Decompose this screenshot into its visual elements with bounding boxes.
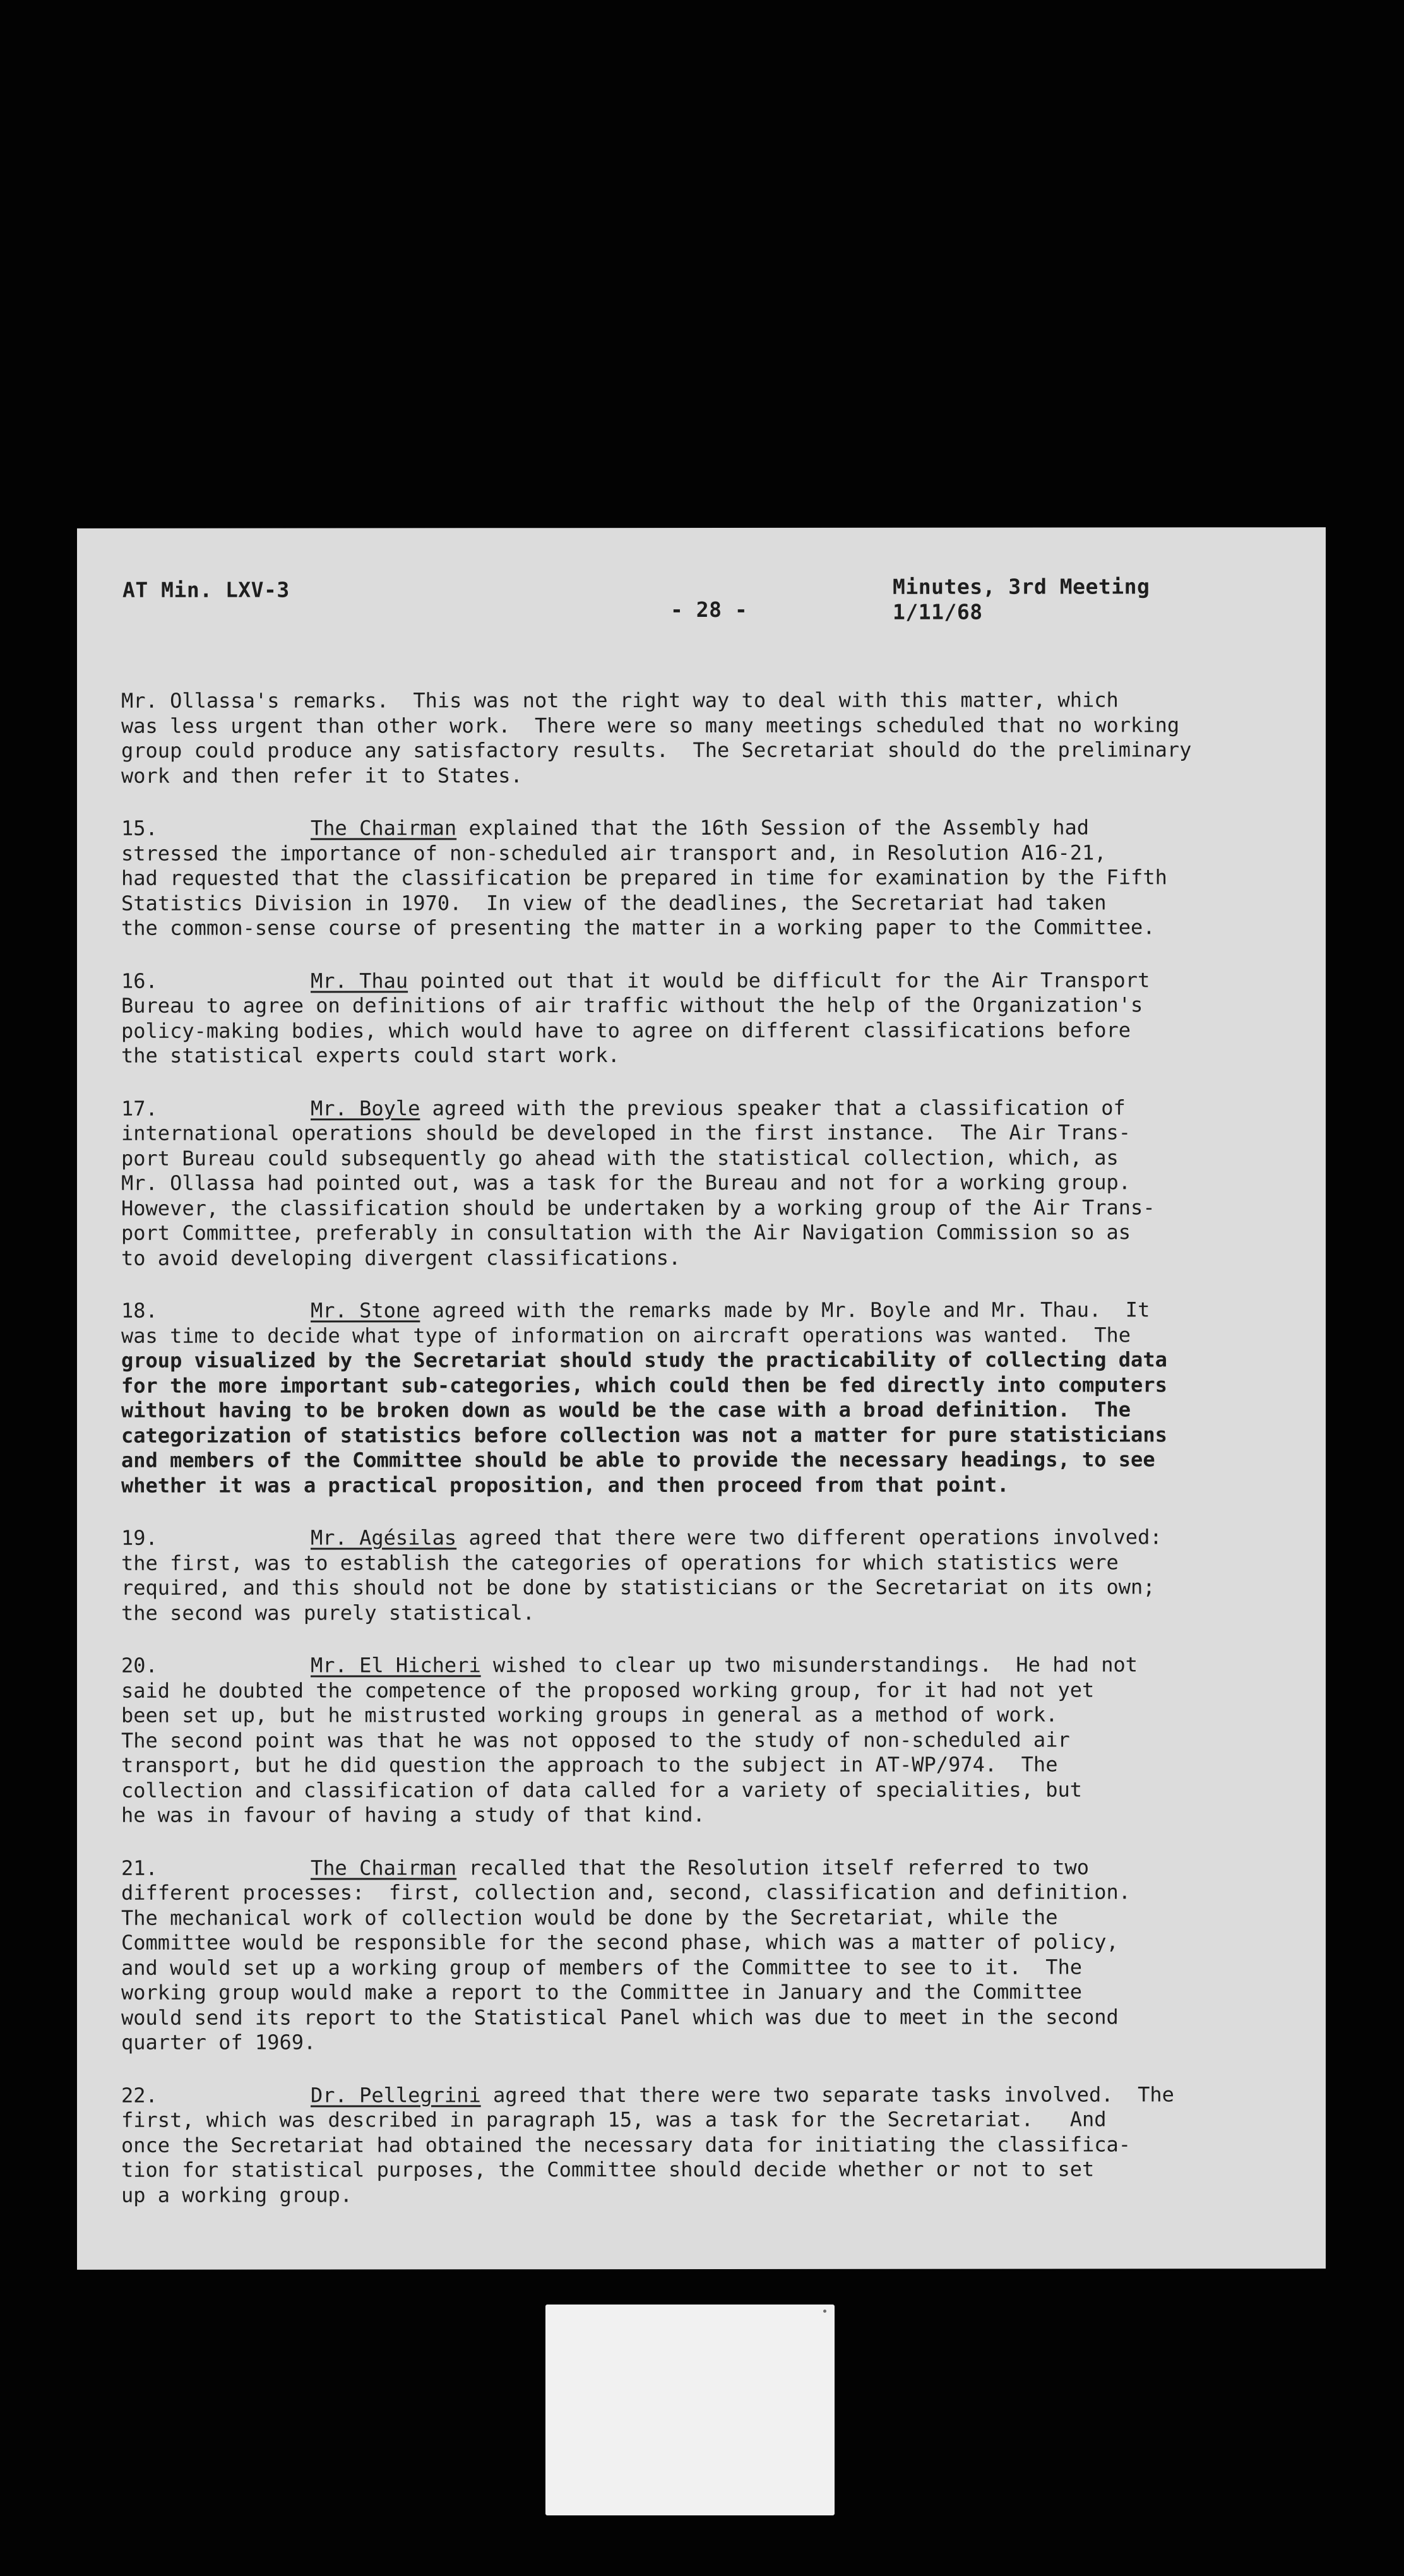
paragraph-line: whether it was a practical proposition, and then proceed from that point. xyxy=(121,1472,1009,1498)
paragraph-line: categorization of statistics before collection was not a matter for pure statisticians xyxy=(121,1422,1167,1448)
meeting-info xyxy=(893,574,1150,624)
paragraph-text: agreed that there were two different operations involved: xyxy=(456,1525,1162,1550)
paragraph-line: Statistics Division in 1970. In view of the deadlines, the Secretariat had taken xyxy=(121,890,1107,915)
paragraph-18 xyxy=(121,1297,1270,1498)
paragraph-line: required, and this should not be done by statisticians or the Secretariat on its own; xyxy=(121,1575,1155,1600)
document-page xyxy=(77,527,1326,2270)
paragraph-text: agreed with the previous speaker that a classification of xyxy=(420,1095,1126,1120)
paragraph-number: 21. xyxy=(121,1856,158,1880)
paragraph-16 xyxy=(121,968,1270,1069)
paragraph-line: group could produce any satisfactory results. The Secretariat should do the preliminary xyxy=(121,737,1192,763)
paragraph-line: up a working group. xyxy=(121,2182,353,2207)
paragraph-line: for the more important sub-categories, which could then be fed directly into computers xyxy=(121,1372,1167,1398)
paragraph-number: 17. xyxy=(121,1096,158,1121)
paragraph-number: 20. xyxy=(121,1653,158,1678)
paragraph-first-line xyxy=(121,1297,1270,1323)
speaker-name: Mr. El Hicheri xyxy=(311,1653,481,1678)
paragraph-line: Committee would be responsible for the second phase, which was a matter of policy, xyxy=(121,1929,1119,1955)
paragraph-line: first, which was described in paragraph 15, was a task for the Secretariat. And xyxy=(121,2107,1107,2132)
paragraph-line: However, the classification should be undertaken by a working group of the Air Trans- xyxy=(121,1195,1155,1220)
paragraph-line: without having to be broken down as would be the case with a broad definition. The xyxy=(121,1397,1131,1422)
paragraph-line: The second point was that he was not opposed to the study of non-scheduled air xyxy=(121,1727,1070,1753)
paragraph-text: agreed that there were two separate tasks involved. The xyxy=(480,2082,1174,2107)
page-content xyxy=(77,527,1326,2270)
paragraph-21 xyxy=(121,1855,1270,2056)
paragraph-number: 18. xyxy=(121,1298,158,1323)
paragraph-line: quarter of 1969. xyxy=(121,2030,316,2054)
paragraph-line: was time to decide what type of information on aircraft operations was wanted. The xyxy=(121,1322,1131,1348)
paragraph-line: port Bureau could subsequently go ahead with the statistical collection, which, as xyxy=(121,1145,1119,1171)
paragraph-line: and would set up a working group of members of the Committee to see to it. The xyxy=(121,1954,1082,1980)
paragraph-line: once the Secretariat had obtained the necessary data for initiating the classifica- xyxy=(121,2132,1131,2157)
meeting-title: Minutes, 3rd Meeting xyxy=(893,574,1150,599)
paragraph-number: 15. xyxy=(121,816,158,840)
scan-target-card xyxy=(545,2305,835,2515)
paragraph-line: tion for statistical purposes, the Committee should decide whether or not to set xyxy=(121,2157,1095,2182)
paragraph-line: The mechanical work of collection would be done by the Secretariat, while the xyxy=(121,1905,1058,1930)
paragraph-line: different processes: first, collection and, second, classification and definition. xyxy=(121,1880,1131,1905)
paragraph-text: recalled that the Resolution itself referred to two xyxy=(456,1854,1089,1880)
paragraph-line: said he doubted the competence of the proposed working group, for it had not yet xyxy=(121,1677,1095,1703)
paragraph-line: had requested that the classification be prepared in time for examination by the Fifth xyxy=(121,865,1167,890)
paragraph-15 xyxy=(121,815,1270,941)
paragraph-line: and members of the Committee should be able to provide the necessary headings, to see xyxy=(121,1447,1155,1472)
minutes-body xyxy=(121,688,1270,2236)
paragraph-first-line xyxy=(121,1525,1270,1551)
paragraph-line: the second was purely statistical. xyxy=(121,1600,535,1625)
paragraph-text: explained that the 16th Session of the Assembly had xyxy=(456,815,1089,840)
paragraph-22 xyxy=(121,2082,1270,2208)
paragraph-first-line xyxy=(121,2082,1270,2108)
speaker-name: Mr. Boyle xyxy=(311,1095,420,1121)
speaker-name: Mr. Stone xyxy=(311,1298,420,1323)
paragraph-text: pointed out that it would be difficult for the Air Transport xyxy=(408,967,1150,993)
paragraph-line: Mr. Ollassa had pointed out, was a task for the Bureau and not for a working group. xyxy=(121,1170,1131,1195)
dust-speck xyxy=(823,2310,826,2313)
paragraph-continuation xyxy=(121,688,1270,789)
paragraph-line: working group would make a report to the Committee in January and the Committee xyxy=(121,1979,1082,2005)
paragraph-line: policy-making bodies, which would have to agree on different classifications before xyxy=(121,1017,1131,1043)
paragraph-line: was less urgent than other work. There were so many meetings scheduled that no working xyxy=(121,712,1180,738)
paragraph-line: the first, was to establish the categories of operations for which statistics were xyxy=(121,1549,1119,1575)
paragraph-first-line xyxy=(121,968,1270,994)
page-number: - 28 - xyxy=(670,597,748,623)
paragraph-line: to avoid developing divergent classifications. xyxy=(121,1245,681,1270)
paragraph-first-line xyxy=(121,1652,1270,1678)
paragraph-line: been set up, but he mistrusted working groups in general as a method of work. xyxy=(121,1702,1058,1727)
paragraph-number: 19. xyxy=(121,1525,158,1550)
speaker-name: Dr. Pellegrini xyxy=(311,2082,481,2108)
paragraph-first-line xyxy=(121,1855,1270,1881)
paragraph-line: Bureau to agree on definitions of air traffic without the help of the Organization's xyxy=(121,993,1143,1018)
paragraph-line: international operations should be developed in the first instance. The Air Trans- xyxy=(121,1120,1131,1145)
paragraph-number: 22. xyxy=(121,2083,158,2108)
paragraph-line: Mr. Ollassa's remarks. This was not the right way to deal with this matter, which xyxy=(121,688,1119,713)
paragraph-line: transport, but he did question the approach to the subject in AT-WP/974. The xyxy=(121,1752,1058,1777)
paragraph-line: work and then refer it to States. xyxy=(121,763,523,788)
paragraph-line: he was in favour of having a study of that kind. xyxy=(121,1802,705,1827)
paragraph-line: collection and classification of data called for a variety of specialities, but xyxy=(121,1777,1082,1803)
paragraph-20 xyxy=(121,1652,1270,1828)
speaker-name: The Chairman xyxy=(311,1855,457,1880)
paragraph-line: port Committee, preferably in consultation with the Air Navigation Commission so as xyxy=(121,1220,1131,1245)
paragraph-first-line xyxy=(121,815,1270,841)
speaker-name: The Chairman xyxy=(311,816,457,840)
paragraph-line: group visualized by the Secretariat should study the practicability of collecting data xyxy=(121,1347,1167,1373)
paragraph-line: the statistical experts could start work. xyxy=(121,1043,620,1068)
paragraph-line: stressed the importance of non-scheduled air transport and, in Resolution A16-21, xyxy=(121,840,1107,866)
speaker-name: Mr. Thau xyxy=(311,968,408,993)
paragraph-17 xyxy=(121,1095,1270,1271)
paragraph-text: agreed with the remarks made by Mr. Boyle and Mr. Thau. It xyxy=(420,1297,1150,1323)
paragraph-text: wished to clear up two misunderstandings. He had not xyxy=(480,1652,1138,1678)
paragraph-first-line xyxy=(121,1095,1270,1121)
paragraph-19 xyxy=(121,1525,1270,1626)
document-reference: AT Min. LXV-3 xyxy=(122,577,290,602)
paragraph-number: 16. xyxy=(121,969,158,993)
meeting-date: 1/11/68 xyxy=(893,599,983,624)
paragraph-line: the common-sense course of presenting the matter in a working paper to the Committee. xyxy=(121,915,1155,940)
paragraph-line: would send its report to the Statistical Panel which was due to meet in the second xyxy=(121,2004,1119,2030)
speaker-name: Mr. Agésilas xyxy=(311,1525,457,1550)
